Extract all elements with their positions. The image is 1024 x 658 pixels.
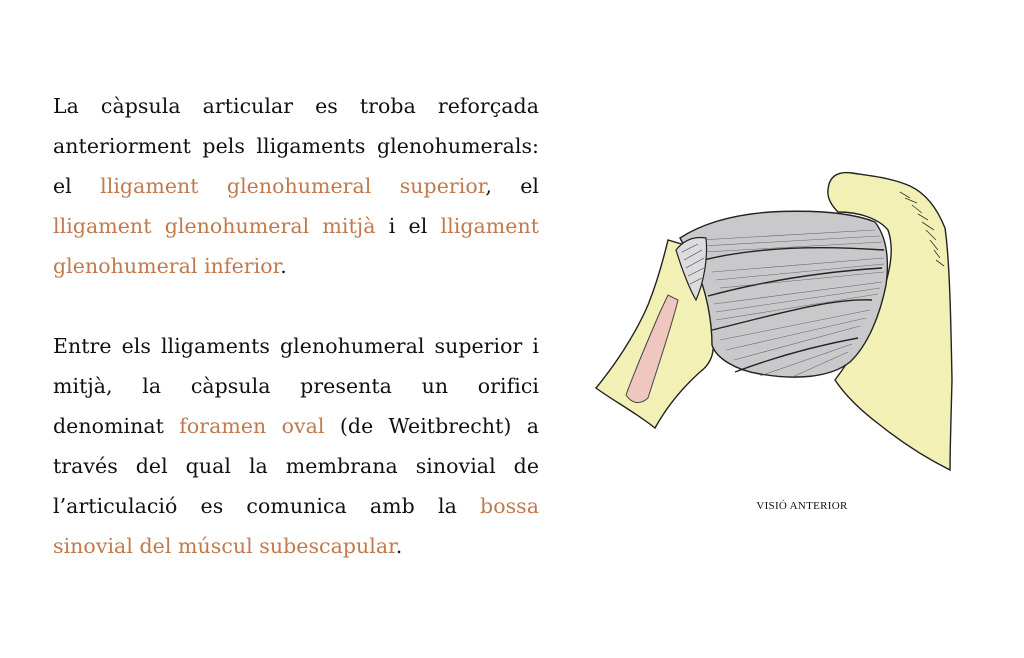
term-subscapular-bursa: bossa sinovial del múscul subescapular xyxy=(53,494,539,558)
term-foramen-oval: foramen oval xyxy=(179,414,325,438)
text-segment: . xyxy=(395,534,403,558)
text-segment: La càpsula articular es troba reforçada anteriorment pels lligaments glenohumerals: el xyxy=(53,94,539,198)
paragraph-capsule-ligaments xyxy=(53,86,539,286)
text-segment: i el xyxy=(375,214,441,238)
term-middle-glenohumeral-ligament: lligament glenohumeral mitjà xyxy=(53,214,376,238)
text-segment: , el xyxy=(485,174,540,198)
text-segment: . xyxy=(280,254,287,278)
figure-caption: VISIÓ ANTERIOR xyxy=(756,500,848,512)
paragraph-foramen-oval xyxy=(53,326,539,566)
term-superior-glenohumeral-ligament: lligament glenohumeral superior xyxy=(100,174,486,198)
text-segment: Entre els lligaments glenohumeral superior i mitjà, la càpsula presenta un orifici denominat xyxy=(53,334,539,438)
term-inferior-glenohumeral-ligament: lligament glenohumeral inferior xyxy=(53,214,540,278)
text-column xyxy=(53,86,539,566)
text-segment: (de Weitbrecht) a través del qual la membrana sinovial de l’articulació es comunica amb la xyxy=(53,414,539,518)
shoulder-anatomy-illustration xyxy=(590,150,962,480)
